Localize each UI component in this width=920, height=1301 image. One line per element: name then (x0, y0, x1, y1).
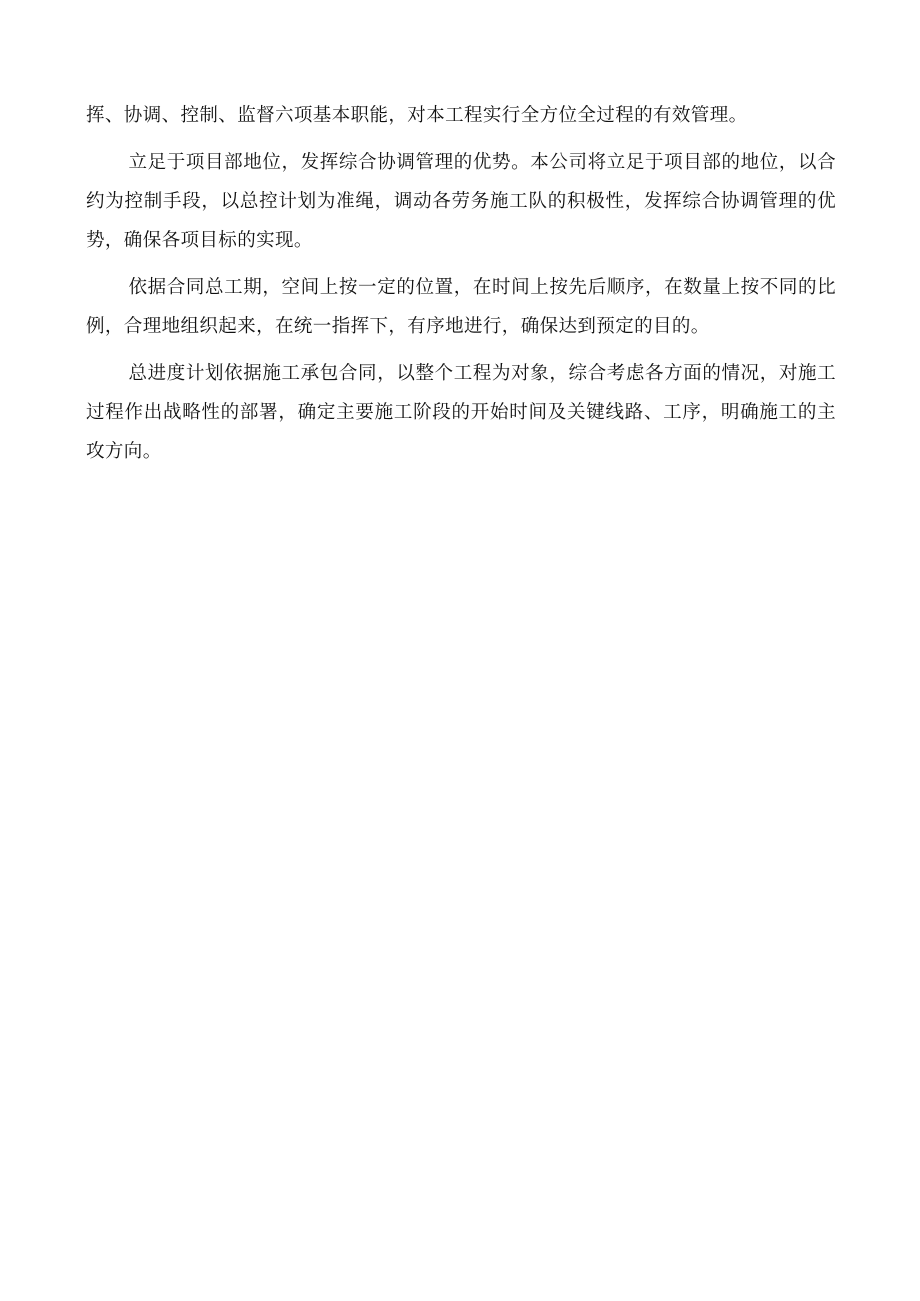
paragraph-continuation: 挥、协调、控制、监督六项基本职能，对本工程实行全方位全过程的有效管理。 (86, 105, 748, 126)
paragraph-master-plan: 总进度计划依据施工承包合同，以整个工程为对象，综合考虑各方面的情况，对施工过程作出战略性的部署，确定主要施工阶段的开始时间及关键线路、工序，明确施工的主攻方向。 (86, 363, 836, 462)
paragraph-project-role: 立足于项目部地位，发挥综合协调管理的优势。本公司将立足于项目部的地位，以合约为控制手段，以总控计划为准绳，调动各劳务施工队的积极性，发挥综合协调管理的优势，确保各项目标的实现。 (86, 152, 836, 251)
paragraph-schedule-basis: 依据合同总工期，空间上按一定的位置，在时间上按先后顺序，在数量上按不同的比例，合理地组织起来，在统一指挥下，有序地进行，确保达到预定的目的。 (86, 277, 836, 337)
document-body (86, 96, 836, 479)
